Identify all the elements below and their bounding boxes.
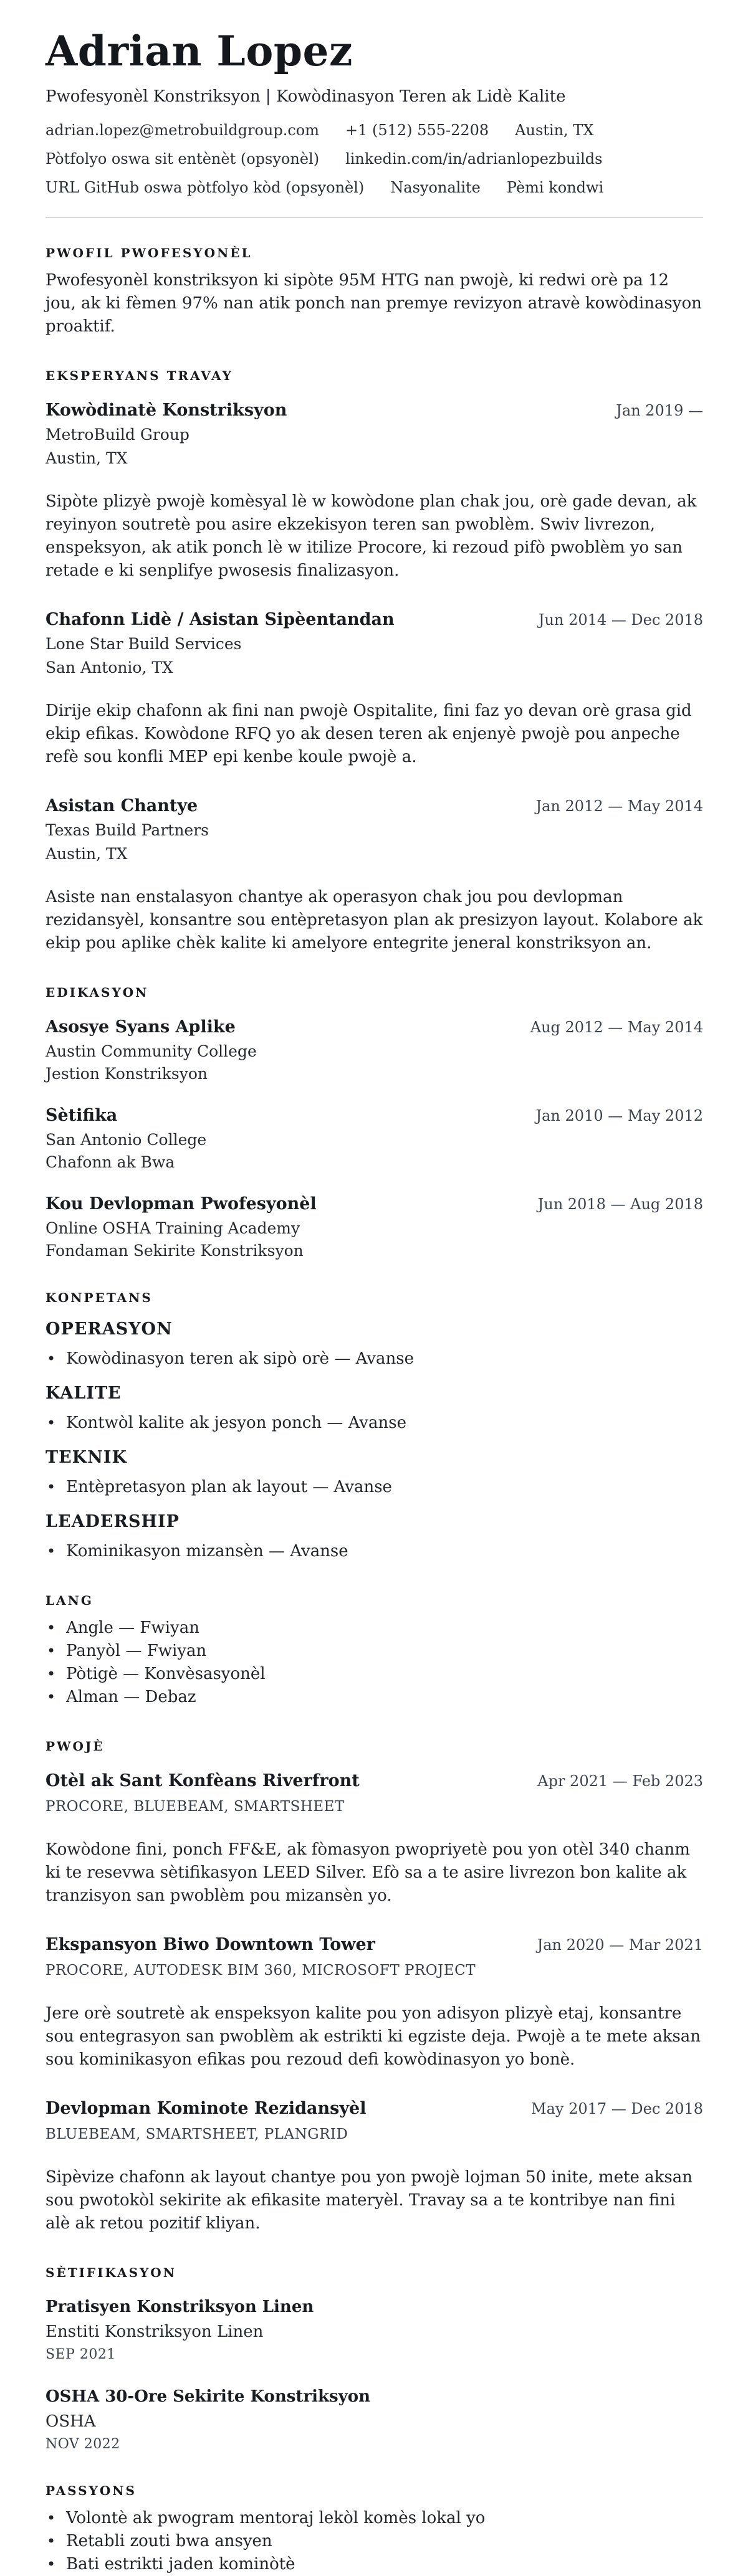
nationality-placeholder: Nasyonalite [390, 179, 481, 196]
job-company: Texas Build Partners [46, 821, 209, 839]
education-field: Fondaman Sekirite Konstriksyon [46, 1242, 304, 1260]
education-entry-head [46, 1105, 703, 1127]
project-tools: PROCORE, BLUEBEAM, SMARTSHEET [46, 1799, 345, 1815]
skill-group [46, 1447, 703, 1499]
skill-group [46, 1319, 703, 1371]
job-entry [46, 795, 703, 955]
certification-entry [46, 2296, 703, 2364]
section-heading-skills: KONPETANS [46, 1290, 153, 1305]
skill-group-name: OPERASYON [46, 1319, 173, 1339]
section-heading-experience: EKSPERYANS TRAVAY [46, 368, 233, 383]
project-entry-head [46, 1770, 703, 1792]
project-description: Kowòdone fini, ponch FF&E, ak fòmasyon pwopriyetè pou yon otèl 340 chanm ki te resevwa sètifikasyon LEED Silver. Efò sa a te asire livrezon bon kalite ak tranzisyon san pwoblèm pou mizansèn yo. [46, 1840, 690, 1905]
person-headline: Pwofesyonèl Konstriksyon | Kowòdinasyon Teren ak Lidè Kalite [46, 87, 566, 106]
certification-title: OSHA 30-Ore Sekirite Konstriksyon [46, 2387, 371, 2406]
education-school: Austin Community College [46, 1042, 257, 1060]
project-title: Otèl ak Sant Konfèans Riverfront [46, 1771, 360, 1790]
contact-row-2 [46, 150, 703, 168]
linkedin-value: linkedin.com/in/adrianlopezbuilds [345, 150, 603, 168]
section-heading-projects: PWOJÈ [46, 1739, 105, 1754]
person-name: Adrian Lopez [46, 27, 353, 75]
skill-group-name: LEADERSHIP [46, 1512, 180, 1531]
job-dates: Jun 2014 — Dec 2018 [538, 611, 703, 629]
portfolio-placeholder: Pòtfolyo oswa sit entènèt (opsyonèl) [46, 150, 320, 168]
job-dates: Jan 2019 — [616, 402, 703, 419]
language-item: • Pòtigè — Konvèsasyonèl [46, 1663, 703, 1686]
education-dates: Jan 2010 — May 2012 [535, 1107, 703, 1124]
job-company: MetroBuild Group [46, 425, 189, 444]
skill-item: • Entèpretasyon plan ak layout — Avanse [46, 1476, 703, 1499]
education-field: Jestion Konstriksyon [46, 1065, 208, 1083]
job-title: Kowòdinatè Konstriksyon [46, 401, 287, 420]
project-entry [46, 1770, 703, 1908]
education-entry-head [46, 1016, 703, 1038]
skill-group [46, 1383, 703, 1435]
education-school: Online OSHA Training Academy [46, 1219, 300, 1237]
skill-list [46, 1412, 703, 1435]
job-description: Asiste nan enstalasyon chantye ak operasyon chak jou pou devlopman rezidansyèl, konsantre sou entèpretasyon plan ak presizyon layout. Kolabore ak ekip pou aplike chèk kalite ki amelyore entegrite jeneral konstriksyon an. [46, 888, 703, 953]
certification-issuer: Enstiti Konstriksyon Linen [46, 2322, 264, 2341]
job-location: Austin, TX [46, 845, 128, 863]
skill-group-name: TEKNIK [46, 1448, 127, 1467]
project-description: Sipèvize chafonn ak layout chantye pou yon pwojè lojman 50 inite, mete aksan sou pwotokòl sekirite ak efikasite materyèl. Travay sa a te kontribye nan fini alè ak retou pozitif kliyan. [46, 2168, 693, 2233]
passion-list [46, 2507, 703, 2576]
education-dates: Aug 2012 — May 2014 [530, 1019, 703, 1036]
skill-list [46, 1476, 703, 1499]
passion-item: • Volontè ak pwogram mentoraj lekòl komès lokal yo [46, 2507, 703, 2530]
certification-title: Pratisyen Konstriksyon Linen [46, 2298, 314, 2316]
job-entry [46, 399, 703, 582]
contact-row-1 [46, 121, 703, 140]
job-location: Austin, TX [46, 449, 128, 467]
section-heading-certifications: SÈTIFIKASYON [46, 2265, 176, 2280]
education-entry [46, 1016, 703, 1083]
education-degree: Kou Devlopman Pwofesyonèl [46, 1194, 317, 1214]
job-title: Asistan Chantye [46, 796, 198, 815]
passion-item: • Retabli zouti bwa ansyen [46, 2530, 703, 2553]
skill-item: • Kontwòl kalite ak jesyon ponch — Avanse [46, 1412, 703, 1435]
job-description: Dirije ekip chafonn ak fini nan pwojè Ospitalite, fini faz yo devan orè grasa gid ekip efikas. Kowòdone RFQ yo ak desen teren ak enjenyè pwojè pou anpeche refè sou konfli MEP epi kenbe koule pwojè a. [46, 701, 692, 766]
contact-row-3 [46, 178, 703, 197]
skill-list [46, 1540, 703, 1563]
education-degree: Asosye Syans Aplike [46, 1017, 236, 1037]
section-heading-languages: LANG [46, 1593, 94, 1608]
language-item: • Panyòl — Fwiyan [46, 1640, 703, 1663]
github-placeholder: URL GitHub oswa pòtfolyo kòd (opsyonèl) [46, 179, 365, 196]
email-value: adrian.lopez@metrobuildgroup.com [46, 121, 319, 139]
driving-permit-placeholder: Pèmi kondwi [506, 179, 604, 196]
profile-summary: Pwofesyonèl konstriksyon ki sipòte 95M HTG nan pwojè, ki redwi orè pa 12 jou, ak ki fèmen 97% nan atik ponch nan premye revizyon atravè kowòdinasyon proaktif. [46, 271, 702, 336]
certification-issuer: OSHA [46, 2412, 96, 2431]
skill-group-name: KALITE [46, 1384, 122, 1403]
project-title: Ekspansyon Biwo Downtown Tower [46, 1935, 375, 1954]
job-entry-head [46, 609, 703, 631]
skill-group [46, 1511, 703, 1563]
resume-header [46, 27, 703, 197]
job-entry-head [46, 399, 703, 422]
project-tools: PROCORE, AUTODESK BIM 360, MICROSOFT PROJECT [46, 1962, 476, 1979]
education-field: Chafonn ak Bwa [46, 1153, 175, 1171]
skill-item: • Kominikasyon mizansèn — Avanse [46, 1540, 703, 1563]
job-dates: Jan 2012 — May 2014 [535, 797, 703, 815]
job-description: Sipòte plizyè pwojè komèsyal lè w kowòdone plan chak jou, orè gade devan, ak reyinyon soutretè pou asire ekzekisyon teren san pwoblèm. Swiv livrezon, enspeksyon, ak atik ponch lè w itilize Procore, ki rezoud pifò pwoblèm yo san retade e ki senplifye pwosesis finalizasyon. [46, 492, 697, 580]
project-dates: Jan 2020 — Mar 2021 [537, 1936, 703, 1954]
job-title: Chafonn Lidè / Asistan Sipèentandan [46, 610, 395, 629]
project-entry [46, 1934, 703, 2071]
education-entry [46, 1105, 703, 1172]
project-entry-head [46, 2098, 703, 2120]
certification-entry [46, 2386, 703, 2453]
project-dates: May 2017 — Dec 2018 [531, 2100, 703, 2117]
section-heading-education: EDIKASYON [46, 985, 149, 1000]
language-item: • Angle — Fwiyan [46, 1617, 703, 1640]
header-divider [46, 217, 703, 218]
section-heading-profile: PWOFIL PWOFESYONÈL [46, 245, 252, 260]
project-entry-head [46, 1934, 703, 1956]
education-degree: Sètifika [46, 1106, 118, 1125]
language-list [46, 1617, 703, 1709]
passion-item: • Bati estrikti jaden kominòtè [46, 2553, 703, 2576]
education-dates: Jun 2018 — Aug 2018 [537, 1195, 703, 1213]
job-location: San Antonio, TX [46, 658, 173, 677]
project-dates: Apr 2021 — Feb 2023 [537, 1772, 703, 1790]
project-entry [46, 2098, 703, 2235]
job-entry [46, 609, 703, 769]
certification-date: SEP 2021 [46, 2347, 116, 2362]
job-entry-head [46, 795, 703, 817]
language-item: • Alman — Debaz [46, 1686, 703, 1709]
phone-value: +1 (512) 555-2208 [345, 121, 489, 139]
education-entry-head [46, 1193, 703, 1215]
job-company: Lone Star Build Services [46, 635, 242, 653]
project-description: Jere orè soutretè ak enspeksyon kalite pou yon adisyon plizyè etaj, konsantre sou entegrasyon san pwoblèm ak estrikti ki egziste deja. Pwojè a te mete aksan sou kominikasyon efikas pou rezoud defi kowòdinasyon yo bonè. [46, 2004, 701, 2069]
skill-item: • Kowòdinasyon teren ak sipò orè — Avanse [46, 1347, 703, 1371]
project-tools: BLUEBEAM, SMARTSHEET, PLANGRID [46, 2126, 348, 2142]
certification-date: NOV 2022 [46, 2436, 120, 2452]
location-value: Austin, TX [515, 121, 594, 139]
education-school: San Antonio College [46, 1131, 207, 1149]
education-entry [46, 1193, 703, 1260]
skill-list [46, 1347, 703, 1371]
project-title: Devlopman Kominote Rezidansyèl [46, 2099, 367, 2118]
section-heading-passions: PASSYONS [46, 2483, 137, 2498]
